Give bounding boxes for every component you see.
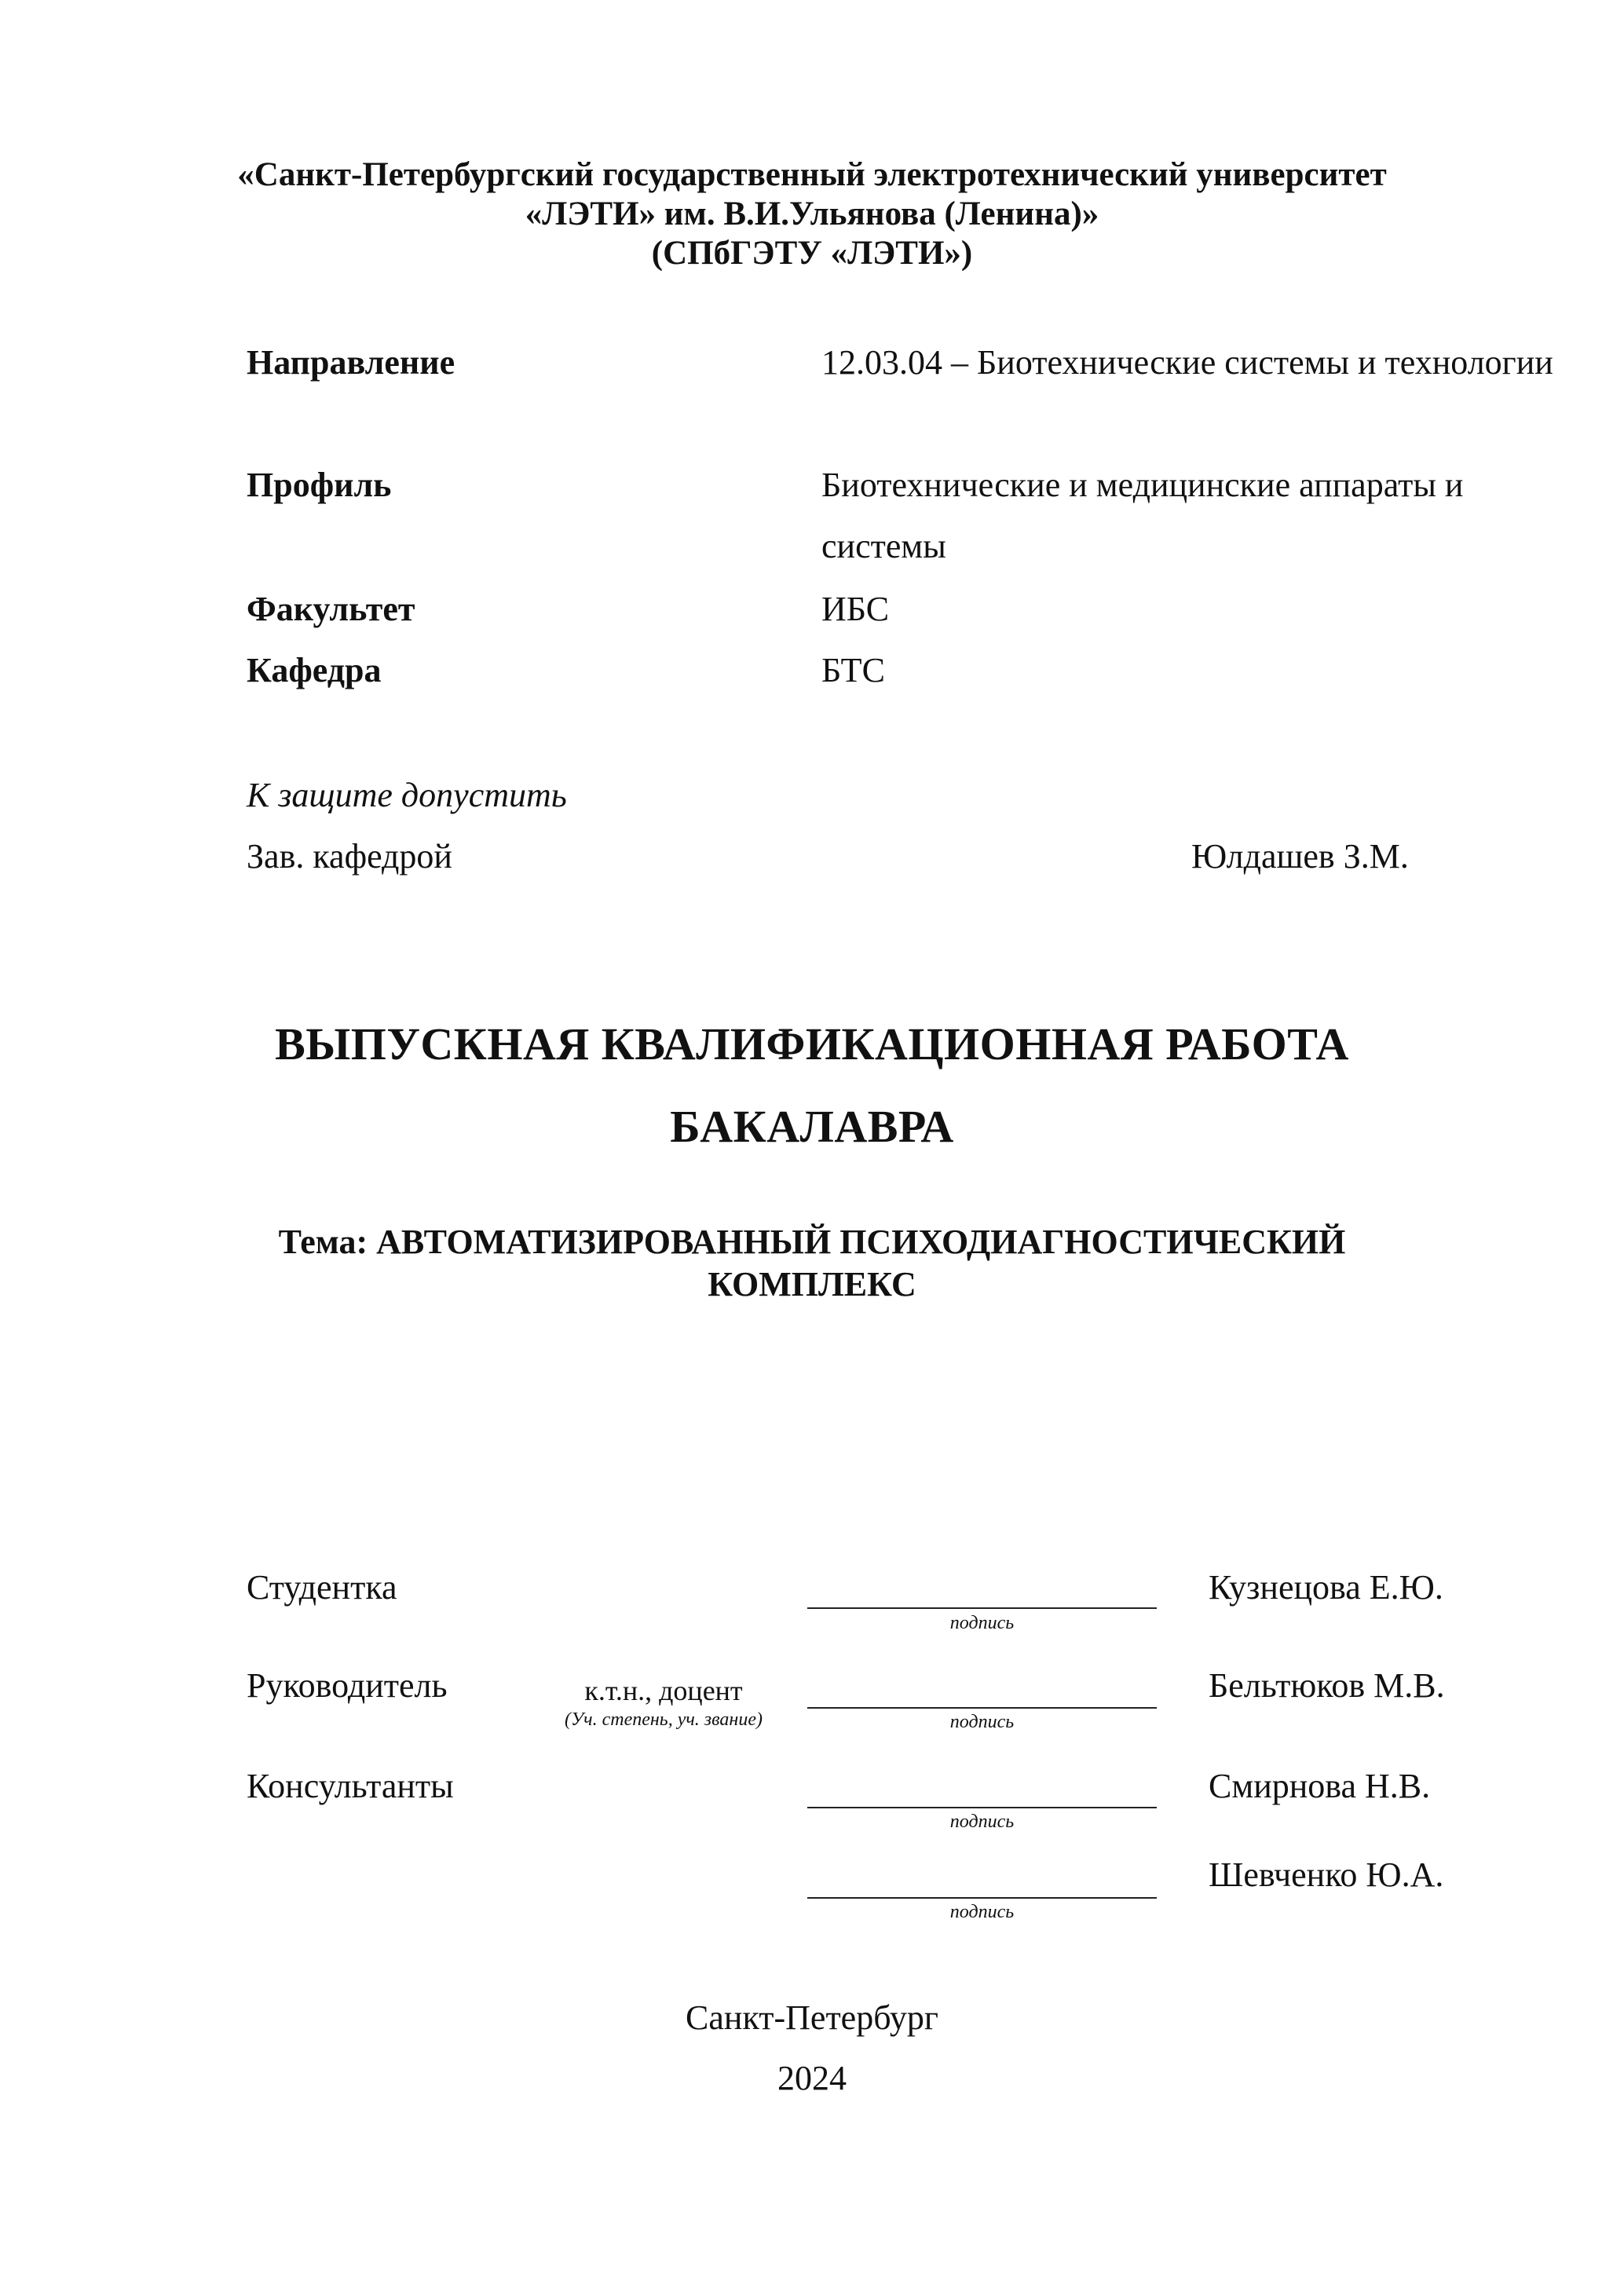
university-name-line1: «Санкт-Петербургский государственный электротехнический университет — [237, 156, 1387, 193]
consultant1-signature-line — [807, 1807, 1157, 1808]
consultants-role-label: Консультанты — [247, 1767, 454, 1805]
university-name-line2: «ЛЭТИ» им. В.И.Ульянова (Ленина)» — [525, 196, 1099, 232]
consultant1-name: Смирнова Н.В. — [1209, 1767, 1431, 1805]
university-abbreviation: (СПбГЭТУ «ЛЭТИ») — [651, 235, 973, 272]
consultant2-signature-caption: подпись — [949, 1902, 1015, 1922]
consultant2-name: Шевченко Ю.А. — [1209, 1855, 1444, 1894]
year: 2024 — [777, 2059, 847, 2097]
faculty-value: ИБС — [821, 590, 890, 628]
student-name: Кузнецова Е.Ю. — [1209, 1568, 1443, 1607]
profile-value: Биотехнические и медицинские аппараты и системы — [821, 466, 1464, 565]
direction-value: 12.03.04 – Биотехнические системы и технологии — [821, 343, 1553, 382]
supervisor-role-label: Руководитель — [247, 1666, 448, 1705]
supervisor-signature-caption: подпись — [949, 1712, 1015, 1732]
supervisor-degree: к.т.н., доцент — [584, 1675, 743, 1706]
department-value: БТС — [821, 651, 885, 689]
thesis-title-line2: БАКАЛАВРА — [670, 1101, 954, 1152]
thesis-topic-line2: КОМПЛЕКС — [708, 1265, 916, 1303]
consultant2-signature-line — [807, 1897, 1157, 1899]
department-label: Кафедра — [247, 651, 382, 689]
thesis-title-line1: ВЫПУСКНАЯ КВАЛИФИКАЦИОННАЯ РАБОТА — [275, 1018, 1349, 1069]
thesis-topic-line1: Тема: АВТОМАТИЗИРОВАННЫЙ ПСИХОДИАГНОСТИЧЕСКИЙ — [278, 1223, 1346, 1261]
student-signature-caption: подпись — [949, 1613, 1015, 1633]
admission-text: К защите допустить — [247, 776, 567, 814]
supervisor-signature-line — [807, 1707, 1157, 1709]
student-role-label: Студентка — [247, 1568, 397, 1607]
head-of-department-name: Юлдашев З.М. — [1191, 837, 1409, 876]
student-signature-line — [807, 1607, 1157, 1609]
profile-label: Профиль — [247, 466, 392, 504]
supervisor-name: Бельтюков М.В. — [1209, 1666, 1445, 1705]
faculty-label: Факультет — [247, 590, 415, 628]
consultant1-signature-caption: подпись — [949, 1812, 1015, 1832]
supervisor-degree-caption: (Уч. степень, уч. звание) — [565, 1709, 763, 1730]
head-of-department-label: Зав. кафедрой — [247, 837, 452, 876]
direction-label: Направление — [247, 343, 455, 382]
city: Санкт-Петербург — [686, 1998, 938, 2037]
